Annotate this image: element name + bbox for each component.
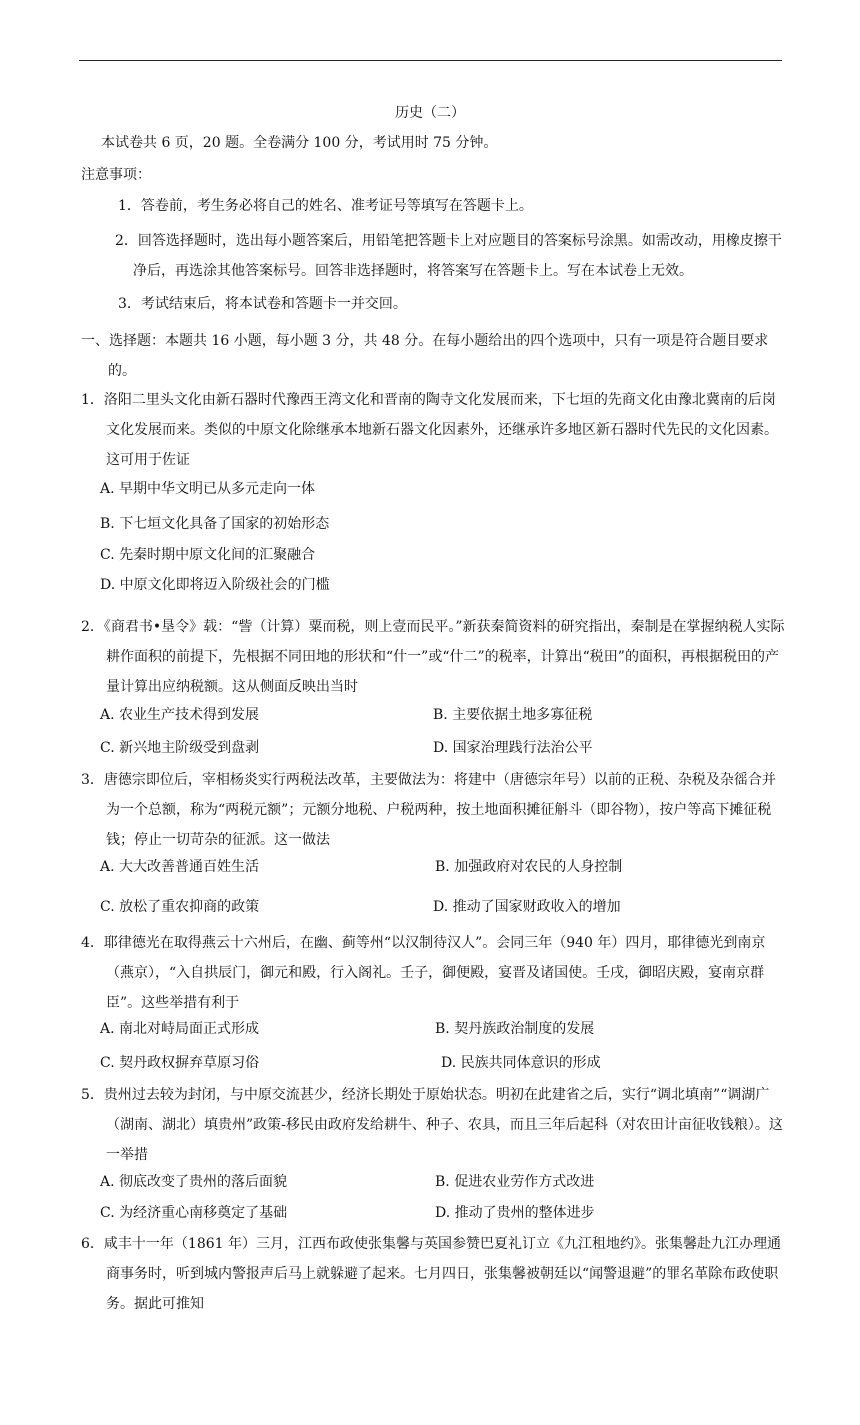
option-d: D. 推动了贵州的整体进步 (435, 1205, 595, 1221)
option-c: C. 新兴地主阶级受到盘剥 (100, 740, 260, 756)
exam-intro: 本试卷共 6 页，20 题。全卷满分 100 分，考试用时 75 分钟。 (101, 135, 498, 151)
option-a: A. 农业生产技术得到发展 (100, 707, 260, 723)
option-c: C. 放松了重农抑商的政策 (100, 899, 260, 915)
question-stem: 3．唐德宗即位后，宰相杨炎实行两税法改革，主要做法为：将建中（唐德宗年号）以前的正税、杂税及杂徭合并为一个总额，称为“两税元额”；元额分地税、户税两种，按土地面积摊征斛斗（即谷物），按户等高下摊征税钱；停止一切苛杂的征派。这一做法 (81, 772, 776, 848)
page-title: 历史（二） (395, 105, 465, 121)
option-a: A. 大大改善普通百姓生活 (100, 859, 260, 875)
notice-item: 1．答卷前，考生务必将自己的姓名、准考证号等填写在答题卡上。 (118, 198, 533, 214)
question-stem: 1．洛阳二里头文化由新石器时代豫西王湾文化和晋南的陶寺文化发展而来，下七垣的先商文化由豫北冀南的后岗文化发展而来。类似的中原文化除继承本地新石器文化因素外，还继承许多地区新石器时代先民的文化因素。这可用于佐证 (81, 392, 778, 468)
option-b: B. 促进农业劳作方式改进 (435, 1174, 595, 1190)
option-b: B. 下七垣文化具备了国家的初始形态 (100, 516, 330, 532)
notice-heading: 注意事项： (81, 167, 151, 183)
section-heading: 一、选择题：本题共 16 小题，每小题 3 分，共 48 分。在每小题给出的四个选项中，只有一项是符合题目要求的。 (81, 333, 769, 379)
option-b: B. 加强政府对农民的人身控制 (435, 859, 623, 875)
option-a: A. 彻底改变了贵州的落后面貌 (100, 1174, 288, 1190)
question-stem: 2．《商君书•垦令》载：“訾（计算）粟而税，则上壹而民平。”新获秦简资料的研究指出，秦制是在掌握纳税人实际耕作面积的前提下，先根据不同田地的形状和“什一”或“什二”的税率，计算出“税田”的面积，再根据税田的产量计算出应纳税额。这从侧面反映出当时 (81, 619, 785, 695)
option-c: C. 契丹政权摒弃草原习俗 (100, 1055, 260, 1071)
notice-item: 2．回答选择题时，选出每小题答案后，用铅笔把答题卡上对应题目的答案标号涂黑。如需改动，用橡皮擦干净后，再选涂其他答案标号。回答非选择题时，将答案写在答题卡上。写在本试卷上无效。 (115, 233, 782, 279)
question-stem: 5．贵州过去较为封闭，与中原交流甚少，经济长期处于原始状态。明初在此建省之后，实行“调北填南”“调湖广（湖南、湖北）填贵州”政策-移民由政府发给耕牛、种子、农具，而且三年后起科（对农田计亩征收钱粮）。这一举措 (81, 1087, 783, 1163)
option-b: B. 主要依据土地多寡征税 (433, 707, 593, 723)
question-stem: 6．咸丰十一年（1861 年）三月，江西布政使张集馨与英国参赞巴夏礼订立《九江租地约》。张集馨赴九江办理通商事务时，听到城内警报声后马上就躲避了起来。七月四日，张集馨被朝廷以“闻警退避”的罪名革除布政使职务。据此可推知 (81, 1236, 781, 1312)
option-d: D. 民族共同体意识的形成 (441, 1055, 601, 1071)
option-d: D. 中原文化即将迈入阶级社会的门槛 (100, 577, 330, 593)
option-c: C. 先秦时期中原文化间的汇聚融合 (100, 547, 316, 563)
option-a: A. 早期中华文明已从多元走向一体 (100, 481, 316, 497)
option-a: A. 南北对峙局面正式形成 (100, 1021, 260, 1037)
option-c: C. 为经济重心南移奠定了基础 (100, 1205, 288, 1221)
option-b: B. 契丹族政治制度的发展 (435, 1021, 595, 1037)
option-d: D. 推动了国家财政收入的增加 (433, 899, 621, 915)
notice-item: 3．考试结束后，将本试卷和答题卡一并交回。 (118, 296, 407, 312)
header-rule (79, 60, 782, 61)
option-d: D. 国家治理践行法治公平 (433, 740, 593, 756)
question-stem: 4．耶律德光在取得燕云十六州后，在幽、蓟等州“以汉制待汉人”。会同三年（940 年）四月，耶律德光到南京（燕京），“入自拱辰门，御元和殿，行入阁礼。壬子，御便殿，宴晋及诸国使。壬戌，御昭庆殿，宴南京群臣”。这些举措有利于 (81, 935, 766, 1011)
